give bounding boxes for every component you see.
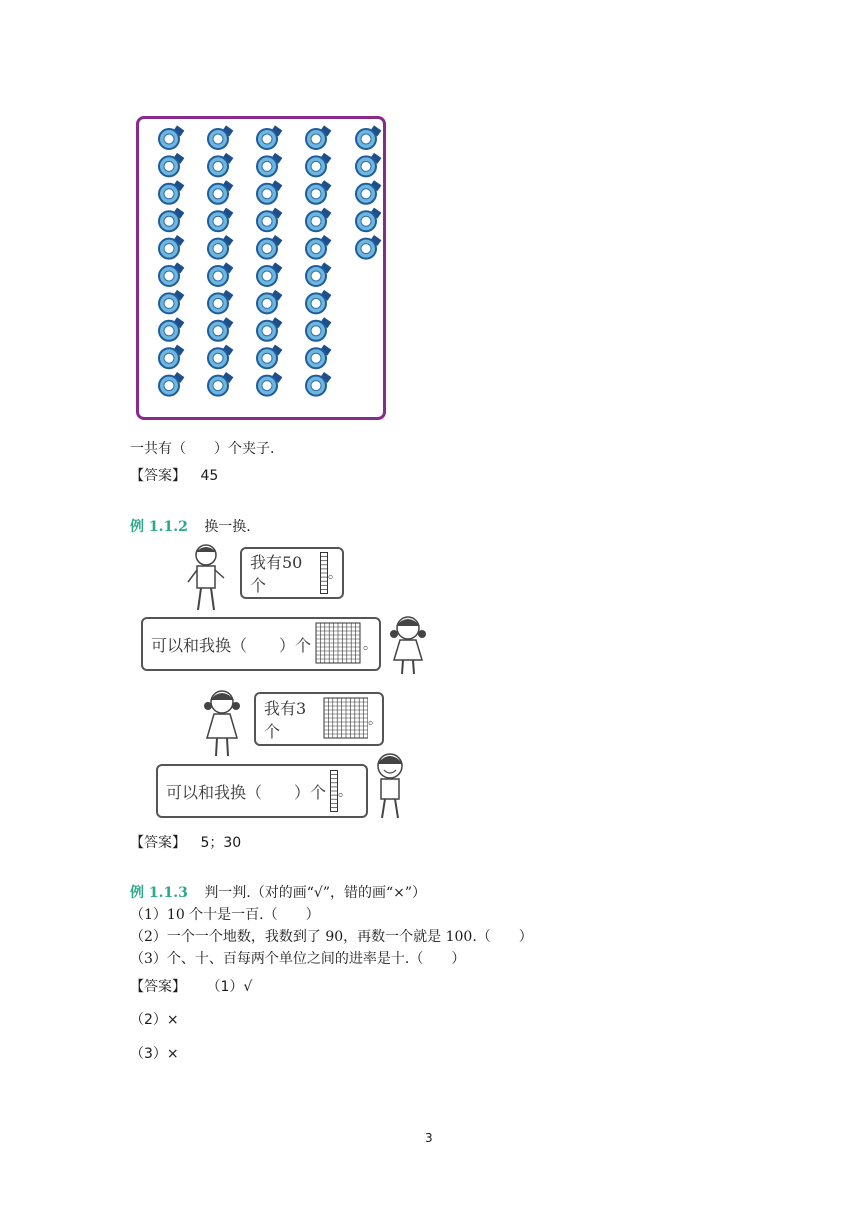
- ten-rod-icon: [330, 770, 338, 812]
- clip-icon: [257, 235, 282, 259]
- speech-bubble-4: [156, 764, 368, 818]
- clip-icon: [208, 290, 233, 314]
- ex2-label: 例 1.1.2: [130, 519, 188, 535]
- speech-bubble-1: [240, 547, 344, 599]
- clip-icon: [257, 180, 282, 204]
- clip-icon: [257, 125, 282, 149]
- bubble2-text: 可以和我换（ ）个: [151, 635, 312, 655]
- clip-icon: [208, 262, 233, 286]
- ex3-item-1: （1）10 个十是一百.（ ）: [130, 907, 320, 923]
- clip-icon: [159, 208, 184, 232]
- clip-icon: [306, 125, 331, 149]
- hundred-flat-icon: [323, 697, 368, 741]
- clip-icon: [208, 208, 233, 232]
- clip-icon: [159, 317, 184, 341]
- clip-icon: [159, 290, 184, 314]
- ex2-title: 换一换.: [204, 519, 251, 535]
- page-number: 3: [425, 1131, 433, 1145]
- bubble3-end: 。: [368, 712, 382, 728]
- ex3-item-3: （3）个、十、百每两个单位之间的进率是十.（ ）: [130, 951, 466, 967]
- speech-bubble-2: [141, 617, 381, 671]
- clip-icon: [208, 317, 233, 341]
- clip-icon: [257, 153, 282, 177]
- clip-icon: [208, 125, 233, 149]
- clip-icon: [208, 180, 233, 204]
- ex3-answer-3: （3）×: [130, 1046, 179, 1062]
- bubble3-text: 我有3个: [264, 699, 307, 741]
- ex1-answer-label: 【答案】: [130, 468, 186, 484]
- clip-icon: [356, 125, 381, 149]
- clip-icon: [159, 372, 184, 396]
- clip-icon: [356, 235, 381, 259]
- ex3-answer-2: （2）×: [130, 1012, 179, 1028]
- bubble2-end: 。: [363, 637, 378, 653]
- bubble1-end: 。: [328, 566, 342, 582]
- clip-icon: [306, 262, 331, 286]
- bubble4-text: 可以和我换（ ）个: [166, 782, 327, 802]
- clip-icon: [159, 262, 184, 286]
- ex3-answer-label: 【答案】: [130, 979, 186, 995]
- clip-icon: [257, 208, 282, 232]
- clip-icon: [159, 153, 184, 177]
- clip-icon: [257, 262, 282, 286]
- hundred-flat-icon: [315, 622, 363, 666]
- clip-icon: [208, 153, 233, 177]
- bubble4-end: 。: [338, 784, 353, 800]
- clip-picture-frame: [136, 116, 386, 420]
- clip-icon: [306, 317, 331, 341]
- clip-icon: [257, 317, 282, 341]
- clip-icon: [159, 125, 184, 149]
- clip-icon: [306, 235, 331, 259]
- ex2-answer-label: 【答案】: [130, 835, 186, 851]
- ex2-answer: 5；30: [200, 835, 242, 851]
- clip-icon: [257, 345, 282, 369]
- clip-icon: [208, 235, 233, 259]
- clip-icon: [306, 345, 331, 369]
- clip-icon: [306, 153, 331, 177]
- clip-icon: [306, 372, 331, 396]
- clip-icon: [306, 290, 331, 314]
- boy-illustration-2: [368, 752, 412, 822]
- clip-icon: [159, 345, 184, 369]
- clip-icon: [356, 180, 381, 204]
- bubble1-text: 我有50个: [250, 553, 303, 595]
- clip-icon: [159, 235, 184, 259]
- girl-illustration-1: [386, 614, 430, 678]
- ex1-answer: 45: [200, 468, 219, 484]
- ex3-label: 例 1.1.3: [130, 885, 188, 901]
- boy-illustration: [184, 542, 228, 614]
- clip-icon: [208, 345, 233, 369]
- ten-rod-icon: [320, 552, 328, 594]
- ex3-title: 判一判.（对的画“√”，错的画“×”）: [204, 885, 427, 901]
- speech-bubble-3: [254, 692, 384, 746]
- girl-illustration-2: [200, 688, 244, 760]
- clip-icon: [356, 208, 381, 232]
- ex3-answer-1: （1）√: [206, 979, 253, 995]
- ex3-item-2: （2）一个一个地数，我数到了 90，再数一个就是 100.（ ）: [130, 929, 533, 945]
- clip-grid: [139, 119, 383, 417]
- clip-icon: [257, 372, 282, 396]
- clip-icon: [159, 180, 184, 204]
- clip-icon: [208, 372, 233, 396]
- clip-icon: [257, 290, 282, 314]
- clip-icon: [306, 208, 331, 232]
- ex1-question: 一共有（ ）个夹子.: [130, 441, 275, 457]
- clip-icon: [356, 153, 381, 177]
- clip-icon: [306, 180, 331, 204]
